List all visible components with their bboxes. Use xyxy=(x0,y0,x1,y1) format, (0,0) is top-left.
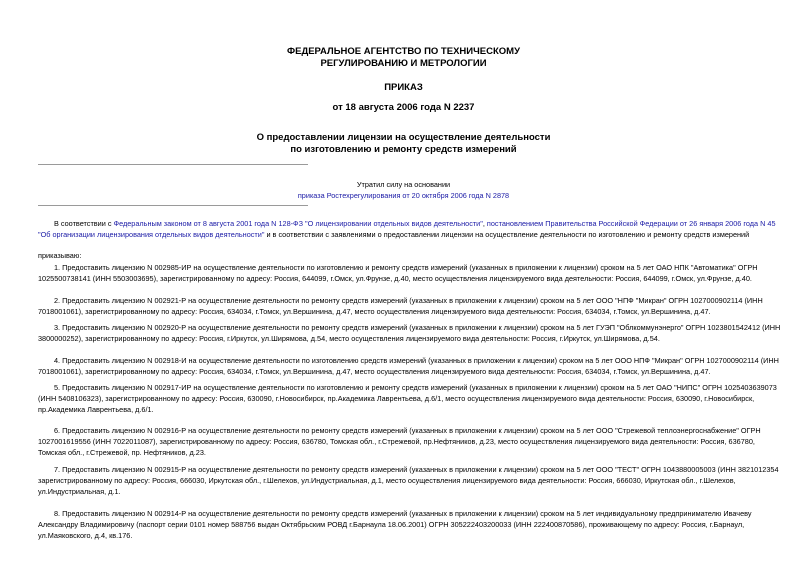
item-line-1: 5. Предоставить лицензию N 002917-ИР на осуществление деятельности по изготовлению и ремонту средств измерений (указанных в приложении к лицензии) сроком на 5 лет ОАО "НИПС" ОГРН 1025403639073 xyxy=(54,383,777,392)
preamble-text-3: и в соответствии с заявлениями о предоставлении лицензии на осуществление деятельности по изготовлению и ремонту средств измерений xyxy=(264,230,750,239)
government-decree-link[interactable]: постановлением Правительства Российской Федерации от 26 января 2006 года N 45 xyxy=(486,219,776,228)
list-item xyxy=(38,322,798,344)
licensing-organization-link[interactable]: "Об организации лицензирования отдельных видов деятельности" xyxy=(38,230,265,239)
item-line-3: ул.Маяковского, д.4, кв.176. xyxy=(38,531,133,540)
subject-line-1: О предоставлении лицензии на осуществление деятельности xyxy=(256,132,551,143)
item-line-2: 7018001061), зарегистрированному по адресу: Россия, 634034, г.Томск, ул.Вершинина, д.47, место осуществления лицензируемого вида деятельности: Россия, 634034, г.Томск, ул.Вершинина, д.47. xyxy=(38,367,711,376)
item-line-1: 8. Предоставить лицензию N 002914-Р на осуществление деятельности по ремонту средств измерений (указанных в приложении к лицензии) сроком на 5 лет индивидуальному предпринимателю Ивачеву xyxy=(54,509,752,518)
item-line-1: 3. Предоставить лицензию N 002920-Р на осуществление деятельности по ремонту средств измерений (указанных в приложении к лицензии) сроком на 5 лет ГУЭП "Облкоммунэнерго" ОГРН 1023801542412 (ИНН xyxy=(54,323,781,332)
list-item xyxy=(38,262,798,284)
document-subject xyxy=(0,132,807,156)
preamble xyxy=(38,218,798,240)
list-item xyxy=(38,295,798,317)
item-line-2: 1027001619556 (ИНН 7022011087), зарегистрированному по адресу: Россия, 636780, Томская обл., г.Стрежевой, пр.Нефтяников, д.23, место осуществления лицензируемого вида деятельности: Россия, 636780, xyxy=(38,437,755,446)
agency-line-2: РЕГУЛИРОВАНИЮ И МЕТРОЛОГИИ xyxy=(320,58,487,69)
divider-top xyxy=(38,164,308,165)
preamble-text-2: , xyxy=(482,219,487,228)
item-line-2: зарегистрированному по адресу: Россия, 666030, Иркутская обл., г.Шелехов, ул.Индустриальная, д.1, место осуществления лицензируемого вида деятельности: Россия, 666030, Иркутская обл., г.Шелехов, xyxy=(38,476,736,485)
item-line-2: (ИНН 5408106323), зарегистрированному по адресу: Россия, 630090, г.Новосибирск, пр.Академика Лаврентьева, д.6/1, место осуществления лицензируемого вида деятельности: Россия, 630090, г.Новосибирск, xyxy=(38,394,755,403)
decree-word xyxy=(38,250,798,261)
item-line-1: 1. Предоставить лицензию N 002985-ИР на осуществление деятельности по изготовлению и ремонту средств измерений (указанных в приложении к лицензии) сроком на 5 лет ОАО НПК "Автоматика" ОГРН xyxy=(54,263,758,272)
preamble-line-2 xyxy=(38,229,798,240)
divider-bottom xyxy=(38,205,308,206)
subject-line-2: по изготовлению и ремонту средств измерений xyxy=(290,144,517,155)
decree-word-text: приказываю: xyxy=(38,251,82,260)
preamble-line-1 xyxy=(38,218,798,229)
expired-order-link[interactable]: приказа Ростехрегулирования от 20 октября 2006 года N 2878 xyxy=(297,191,510,200)
item-line-2: Александру Владимировичу (паспорт серии 0101 номер 588756 выдан Октябрьским РОВД г.Барнаула 18.06.2001) ОГРН 305222403200033 (ИНН 222400870586), проживающему по адресу: Россия, г.Барнаул, xyxy=(38,520,745,529)
federal-law-link[interactable]: Федеральным законом от 8 августа 2001 года N 128-ФЗ "О лицензировании отдельных видов деятельности" xyxy=(113,219,483,228)
agency-name xyxy=(0,46,807,70)
agency-line-1: ФЕДЕРАЛЬНОЕ АГЕНТСТВО ПО ТЕХНИЧЕСКОМУ xyxy=(287,46,520,57)
item-line-1: 2. Предоставить лицензию N 002921-Р на осуществление деятельности по ремонту средств измерений (указанных в приложении к лицензии) сроком на 5 лет ООО "НПФ "Микран" ОГРН 1027000902114 (ИНН xyxy=(54,296,763,305)
list-item xyxy=(38,464,798,497)
list-item xyxy=(38,382,798,415)
item-line-1: 4. Предоставить лицензию N 002918-И на осуществление деятельности по изготовлению средств измерений (указанных в приложении к лицензии) сроком на 5 лет ООО НПФ "Микран" ОГРН 1027000902114 (ИНН xyxy=(54,356,779,365)
expired-label: Утратил силу на основании xyxy=(356,180,451,189)
item-line-3: ул.Индустриальная, д.1. xyxy=(38,487,121,496)
item-line-1: 7. Предоставить лицензию N 002915-Р на осуществление деятельности по ремонту средств измерений (указанных в приложении к лицензии) сроком на 5 лет ООО "ТЕСТ" ОГРН 1043880005003 (ИНН 3821012354 xyxy=(54,465,779,474)
list-item xyxy=(38,508,798,541)
item-line-2: 3800000252), зарегистрированному по адресу: Россия, г.Иркутск, ул.Ширямова, д.54, место осуществления лицензируемого вида деятельности: Россия, г.Иркутск, ул.Ширямова, д.54. xyxy=(38,334,660,343)
document-type: ПРИКАЗ xyxy=(384,82,423,93)
item-line-3: пр.Академика Лаврентьева, д.6/1. xyxy=(38,405,154,414)
preamble-text-1: В соответствии с xyxy=(54,219,114,228)
item-line-2: 1025500738141 (ИНН 5503003695), зарегистрированному по адресу: Россия, 644099, г.Омск, ул.Фрунзе, д.40, место осуществления лицензируемого вида деятельности: Россия, 644099, г.Омск, ул.Фрунзе, д.40. xyxy=(38,274,752,283)
list-item xyxy=(38,425,798,458)
expired-note xyxy=(0,190,807,201)
document-date-number: от 18 августа 2006 года N 2237 xyxy=(332,102,475,113)
item-line-3: Томская обл., г.Стрежевой, пр. Нефтяников, д.23. xyxy=(38,448,206,457)
item-line-1: 6. Предоставить лицензию N 002916-Р на осуществление деятельности по ремонту средств измерений (указанных в приложении к лицензии) сроком на 5 лет ООО "Стрежевой теплоэнергоснабжение" ОГРН xyxy=(54,426,761,435)
item-line-2: 7018001061), зарегистрированному по адресу: Россия, 634034, г.Томск, ул.Вершинина, д.47, место осуществления лицензируемого вида деятельности: Россия, 634034, г.Томск, ул.Вершинина, д.47. xyxy=(38,307,711,316)
list-item xyxy=(38,355,798,377)
